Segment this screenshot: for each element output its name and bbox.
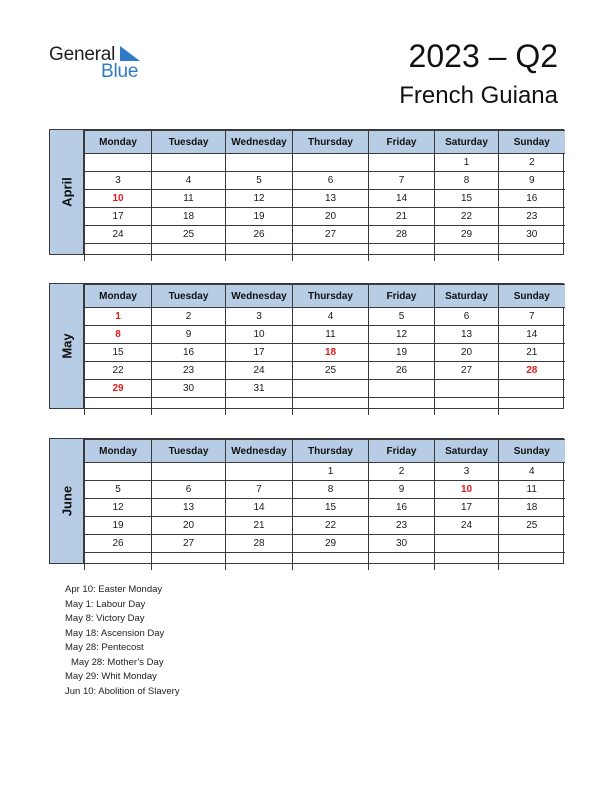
brand-name-general: General (49, 44, 116, 65)
empty-day-cell (435, 398, 499, 416)
empty-day-cell (435, 535, 499, 553)
weekday-header: Friday (369, 131, 435, 154)
week-row (85, 463, 565, 481)
day-cell: 22 (435, 208, 499, 226)
day-cell: 20 (152, 517, 226, 535)
empty-day-cell (85, 154, 152, 172)
empty-day-cell (152, 553, 226, 571)
weekday-header: Tuesday (152, 440, 226, 463)
week-row (85, 326, 565, 344)
day-cell: 25 (152, 226, 226, 244)
day-cell: 5 (226, 172, 293, 190)
day-cell: 18 (152, 208, 226, 226)
week-row (85, 481, 565, 499)
day-cell: 22 (85, 362, 152, 380)
day-cell: 20 (435, 344, 499, 362)
day-cell: 13 (293, 190, 369, 208)
week-row (85, 517, 565, 535)
day-cell: 6 (152, 481, 226, 499)
day-cell: 22 (293, 517, 369, 535)
day-cell: 11 (499, 481, 565, 499)
day-cell: 7 (369, 172, 435, 190)
empty-day-cell (293, 380, 369, 398)
holiday-list (65, 583, 180, 699)
weekday-header-row (85, 285, 565, 308)
day-cell: 3 (435, 463, 499, 481)
weekday-header: Sunday (499, 285, 565, 308)
day-cell: 10 (435, 481, 499, 499)
day-cell: 11 (152, 190, 226, 208)
week-row (85, 362, 565, 380)
weekday-header-row (85, 131, 565, 154)
day-cell: 4 (499, 463, 565, 481)
week-row (85, 308, 565, 326)
day-cell: 11 (293, 326, 369, 344)
day-cell: 4 (152, 172, 226, 190)
day-cell: 5 (85, 481, 152, 499)
weekday-header: Saturday (435, 285, 499, 308)
holiday-entry: May 28: Mother’s Day (71, 656, 164, 668)
day-cell: 3 (85, 172, 152, 190)
day-cell: 16 (152, 344, 226, 362)
weekday-header: Monday (85, 285, 152, 308)
calendar-grid (84, 439, 565, 570)
empty-day-cell (369, 380, 435, 398)
empty-day-cell (499, 553, 565, 571)
empty-day-cell (369, 553, 435, 571)
weekday-header-row (85, 440, 565, 463)
day-cell: 31 (226, 380, 293, 398)
month-label-column (50, 130, 84, 254)
day-cell: 9 (369, 481, 435, 499)
brand-name-blue: Blue (101, 61, 139, 82)
day-cell: 30 (152, 380, 226, 398)
weekday-header: Saturday (435, 440, 499, 463)
day-cell: 26 (369, 362, 435, 380)
empty-day-cell (226, 244, 293, 262)
day-cell: 19 (226, 208, 293, 226)
holiday-entry: Apr 10: Easter Monday (65, 584, 163, 595)
day-cell: 10 (85, 190, 152, 208)
day-cell: 15 (435, 190, 499, 208)
day-cell: 24 (226, 362, 293, 380)
holiday-entry: May 28: Pentecost (65, 642, 144, 653)
day-cell: 27 (152, 535, 226, 553)
empty-day-cell (85, 398, 152, 416)
day-cell: 25 (499, 517, 565, 535)
day-cell: 15 (293, 499, 369, 517)
weekday-header: Wednesday (226, 131, 293, 154)
week-row (85, 154, 565, 172)
day-cell: 29 (293, 535, 369, 553)
week-row (85, 499, 565, 517)
empty-day-cell (226, 553, 293, 571)
empty-day-cell (152, 154, 226, 172)
month-calendar-april (49, 129, 564, 255)
day-cell: 21 (226, 517, 293, 535)
empty-day-cell (152, 398, 226, 416)
day-cell: 1 (293, 463, 369, 481)
day-cell: 5 (369, 308, 435, 326)
day-cell: 27 (293, 226, 369, 244)
weekday-header: Tuesday (152, 131, 226, 154)
holiday-entry: May 8: Victory Day (65, 613, 145, 624)
day-cell: 20 (293, 208, 369, 226)
holiday-entry: May 1: Labour Day (65, 598, 146, 610)
weekday-header: Thursday (293, 131, 369, 154)
day-cell: 23 (369, 517, 435, 535)
day-cell: 28 (226, 535, 293, 553)
day-cell: 17 (226, 344, 293, 362)
day-cell: 17 (435, 499, 499, 517)
day-cell: 24 (435, 517, 499, 535)
day-cell: 1 (85, 308, 152, 326)
empty-day-cell (85, 463, 152, 481)
empty-day-cell (293, 398, 369, 416)
week-row (85, 208, 565, 226)
day-cell: 19 (85, 517, 152, 535)
day-cell: 14 (369, 190, 435, 208)
day-cell: 23 (499, 208, 565, 226)
month-name: May (59, 333, 74, 359)
day-cell: 8 (85, 326, 152, 344)
logo-triangle-icon (120, 46, 140, 62)
day-cell: 18 (499, 499, 565, 517)
day-cell: 3 (226, 308, 293, 326)
day-cell: 27 (435, 362, 499, 380)
day-cell: 21 (369, 208, 435, 226)
weekday-header: Sunday (499, 131, 565, 154)
month-label-column (50, 284, 84, 408)
day-cell: 23 (152, 362, 226, 380)
day-cell: 13 (152, 499, 226, 517)
empty-day-cell (435, 553, 499, 571)
day-cell: 26 (85, 535, 152, 553)
empty-day-cell (499, 398, 565, 416)
empty-day-cell (152, 463, 226, 481)
weekday-header: Thursday (293, 285, 369, 308)
calendar-grid (84, 130, 565, 261)
weekday-header: Thursday (293, 440, 369, 463)
empty-day-cell (499, 244, 565, 262)
day-cell: 7 (499, 308, 565, 326)
day-cell: 16 (499, 190, 565, 208)
empty-day-cell (293, 244, 369, 262)
empty-day-cell (293, 154, 369, 172)
page-title-period: 2023 – Q2 (408, 38, 558, 74)
day-cell: 2 (152, 308, 226, 326)
day-cell: 19 (369, 344, 435, 362)
weekday-header: Saturday (435, 131, 499, 154)
empty-day-cell (226, 463, 293, 481)
empty-day-cell (85, 244, 152, 262)
weekday-header: Wednesday (226, 440, 293, 463)
day-cell: 8 (435, 172, 499, 190)
day-cell: 26 (226, 226, 293, 244)
holiday-entry: May 29: Whit Monday (65, 671, 157, 682)
day-cell: 2 (369, 463, 435, 481)
day-cell: 14 (226, 499, 293, 517)
weekday-header: Sunday (499, 440, 565, 463)
day-cell: 2 (499, 154, 565, 172)
day-cell: 25 (293, 362, 369, 380)
month-label-column (50, 439, 84, 563)
weekday-header: Friday (369, 440, 435, 463)
empty-day-cell (435, 380, 499, 398)
day-cell: 9 (152, 326, 226, 344)
week-row (85, 344, 565, 362)
day-cell: 4 (293, 308, 369, 326)
month-name: April (59, 177, 74, 207)
day-cell: 24 (85, 226, 152, 244)
day-cell: 6 (293, 172, 369, 190)
day-cell: 12 (226, 190, 293, 208)
month-calendar-may (49, 283, 564, 409)
weekday-header: Monday (85, 440, 152, 463)
day-cell: 12 (369, 326, 435, 344)
day-cell: 29 (435, 226, 499, 244)
empty-day-cell (152, 244, 226, 262)
day-cell: 9 (499, 172, 565, 190)
empty-day-cell (369, 154, 435, 172)
week-row (85, 190, 565, 208)
day-cell: 10 (226, 326, 293, 344)
month-calendar-june (49, 438, 564, 564)
week-row (85, 172, 565, 190)
empty-day-cell (85, 553, 152, 571)
week-row (85, 398, 565, 416)
holiday-entry: Jun 10: Abolition of Slavery (65, 685, 180, 697)
weekday-header: Monday (85, 131, 152, 154)
weekday-header: Tuesday (152, 285, 226, 308)
brand-logo (49, 44, 159, 84)
day-cell: 13 (435, 326, 499, 344)
day-cell: 18 (293, 344, 369, 362)
empty-day-cell (499, 380, 565, 398)
day-cell: 6 (435, 308, 499, 326)
empty-day-cell (293, 553, 369, 571)
day-cell: 30 (369, 535, 435, 553)
calendar-grid (84, 284, 565, 415)
day-cell: 28 (369, 226, 435, 244)
week-row (85, 226, 565, 244)
weekday-header: Friday (369, 285, 435, 308)
day-cell: 29 (85, 380, 152, 398)
empty-day-cell (369, 244, 435, 262)
day-cell: 7 (226, 481, 293, 499)
day-cell: 21 (499, 344, 565, 362)
empty-day-cell (435, 244, 499, 262)
holiday-entry: May 18: Ascension Day (65, 627, 165, 639)
empty-day-cell (226, 398, 293, 416)
day-cell: 16 (369, 499, 435, 517)
day-cell: 17 (85, 208, 152, 226)
week-row (85, 535, 565, 553)
empty-day-cell (499, 535, 565, 553)
day-cell: 1 (435, 154, 499, 172)
day-cell: 30 (499, 226, 565, 244)
day-cell: 12 (85, 499, 152, 517)
empty-day-cell (226, 154, 293, 172)
week-row (85, 553, 565, 571)
day-cell: 8 (293, 481, 369, 499)
empty-day-cell (369, 398, 435, 416)
day-cell: 15 (85, 344, 152, 362)
day-cell: 14 (499, 326, 565, 344)
page-title-country: French Guiana (399, 82, 558, 109)
month-name: June (59, 485, 74, 517)
weekday-header: Wednesday (226, 285, 293, 308)
day-cell: 28 (499, 362, 565, 380)
week-row (85, 244, 565, 262)
week-row (85, 380, 565, 398)
